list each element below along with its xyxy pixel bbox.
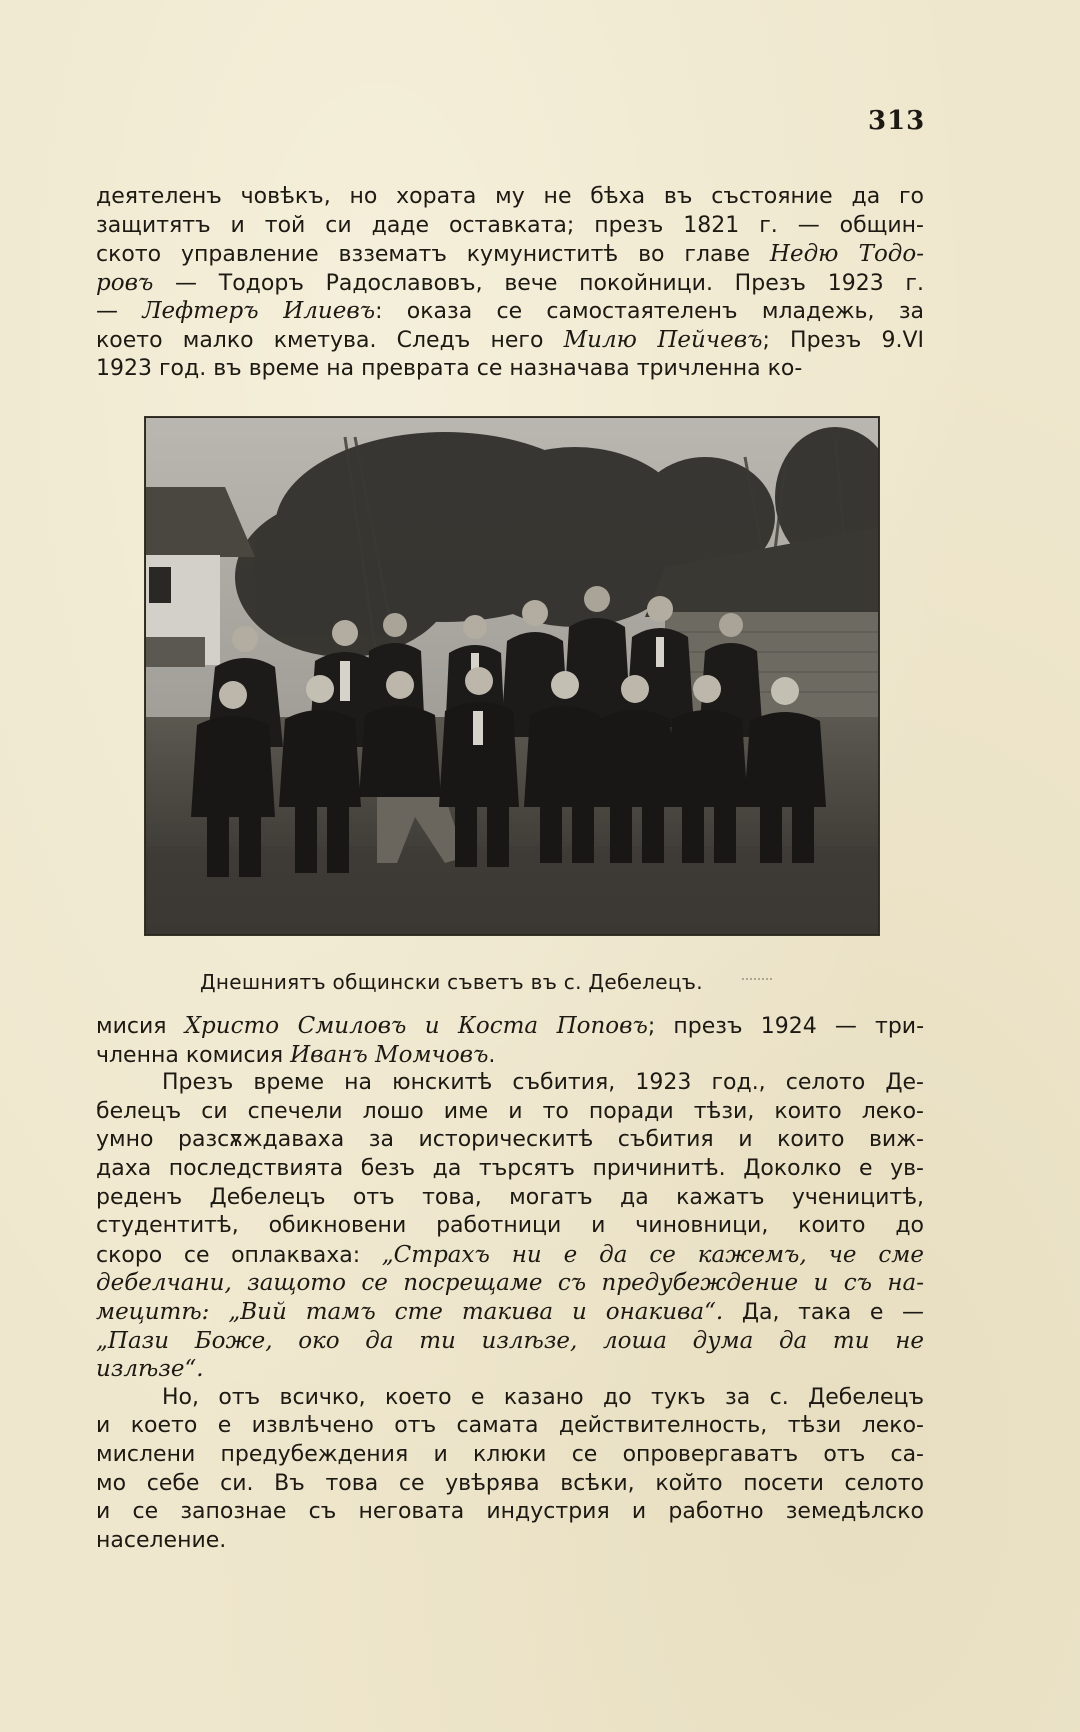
italic-run: „Пази Боже, око да ти излѣзе, лоша дума да ти не xyxy=(96,1327,924,1354)
text-run: — xyxy=(96,299,143,325)
text-line xyxy=(96,1012,924,1041)
text-run: даха последствията безъ да търсятъ причинитѣ. Доколко е ув- xyxy=(96,1155,924,1181)
text-line xyxy=(96,1527,924,1556)
text-line xyxy=(96,1184,924,1213)
text-run: Да, така е — xyxy=(723,1299,924,1325)
text-line xyxy=(96,1327,924,1356)
italic-run: ровъ xyxy=(96,269,154,296)
text-line xyxy=(96,1212,924,1241)
text-line xyxy=(96,1241,924,1270)
italic-run: „Страхъ ни е да се кажемъ, че сме xyxy=(381,1241,924,1268)
text-run: реденъ Дебелецъ отъ това, могатъ да кажатъ ученицитѣ, xyxy=(96,1184,924,1210)
text-line xyxy=(96,1098,924,1127)
text-run: Презъ време на юнскитѣ събития, 1923 год., селото Де- xyxy=(162,1070,924,1096)
bottom-paragraphs xyxy=(96,1012,924,1555)
text-run: : оказа се самостаятеленъ младежь, за xyxy=(375,299,925,325)
text-line xyxy=(96,1269,924,1298)
text-line xyxy=(96,1412,924,1441)
text-run: студентитѣ, обикновени работници и чиновници, които до xyxy=(96,1213,924,1239)
text-line xyxy=(96,1126,924,1155)
text-line xyxy=(96,212,924,241)
text-line xyxy=(96,297,924,326)
italic-run: излѣзе“. xyxy=(96,1356,204,1383)
text-run: население. xyxy=(96,1527,227,1553)
text-line xyxy=(96,1069,924,1098)
page-number: 313 xyxy=(868,106,926,136)
text-line xyxy=(96,1470,924,1499)
top-paragraph xyxy=(96,183,924,383)
text-run: и което е извлѣчено отъ самата действителность, тѣзи леко- xyxy=(96,1413,924,1439)
text-line xyxy=(96,326,924,355)
text-line xyxy=(96,269,924,298)
text-run: ; Презъ 9.VI xyxy=(762,327,924,353)
text-run: мисия xyxy=(96,1014,185,1039)
text-line xyxy=(96,1355,924,1384)
italic-run: Недю Тодо- xyxy=(769,241,924,268)
text-line xyxy=(96,183,924,212)
text-line xyxy=(96,1041,924,1070)
text-run: ; презъ 1924 — три- xyxy=(647,1014,925,1039)
italic-run: Иванъ Момчовъ xyxy=(290,1041,489,1068)
italic-run: Христо Смиловъ и Коста Поповъ xyxy=(184,1013,648,1039)
text-run: мо себе си. Въ това се увѣрява всѣки, който посети селото xyxy=(96,1470,924,1496)
text-run: скоро се оплакваха: xyxy=(96,1242,382,1268)
text-run: Но, отъ всичко, което е казано до тукъ за с. Дебелецъ xyxy=(162,1384,924,1410)
text-line xyxy=(96,1155,924,1184)
text-run: членна комисия xyxy=(96,1042,291,1068)
italic-run: Милю Пейчевъ xyxy=(563,326,763,353)
text-line xyxy=(96,240,924,269)
text-run: ското управление вззематъ кумуниститѣ во главе xyxy=(96,242,770,268)
text-run: мислени предубеждения и клюки се опровергаватъ отъ са- xyxy=(96,1441,924,1467)
text-run: което малко кметува. Следъ него xyxy=(96,327,564,353)
caption-trailing-dots xyxy=(742,978,772,982)
text-run: 1923 год. въ време на преврата се назначава тричленна ко- xyxy=(96,355,803,381)
council-group-photo xyxy=(144,416,880,936)
group-photo-illustration xyxy=(145,417,879,935)
italic-run: дебелчани, защото се посрещаме съ предубеждение и съ на- xyxy=(96,1270,924,1297)
italic-run: мецитѣ: „Вий тамъ сте такива и онакива“. xyxy=(96,1298,724,1325)
text-run: белецъ си спечели лошо име и то поради тѣзи, които леко- xyxy=(96,1098,924,1124)
text-line xyxy=(96,1384,924,1413)
text-run: — Тодоръ Радославовъ, вече покойници. Презъ 1923 г. xyxy=(153,270,924,296)
text-run: . xyxy=(488,1042,496,1068)
text-line xyxy=(96,1498,924,1527)
text-line xyxy=(96,355,924,384)
text-line xyxy=(96,1441,924,1470)
text-line xyxy=(96,1298,924,1327)
text-run: и се запознае съ неговата индустрия и работно земедѣлско xyxy=(96,1499,924,1525)
text-run: защитятъ и той си даде оставката; презъ 1821 г. — общин- xyxy=(96,212,924,238)
italic-run: Лефтеръ Илиевъ xyxy=(142,298,376,325)
text-run: умно разсѫждаваха за историческитѣ събития и които виж- xyxy=(96,1127,924,1153)
text-run: деятеленъ човѣкъ, но хората му не бѣха въ състояние да го xyxy=(96,184,924,209)
photo-caption: Днешниятъ общински съветъ въ с. Дебелецъ. xyxy=(200,970,703,994)
